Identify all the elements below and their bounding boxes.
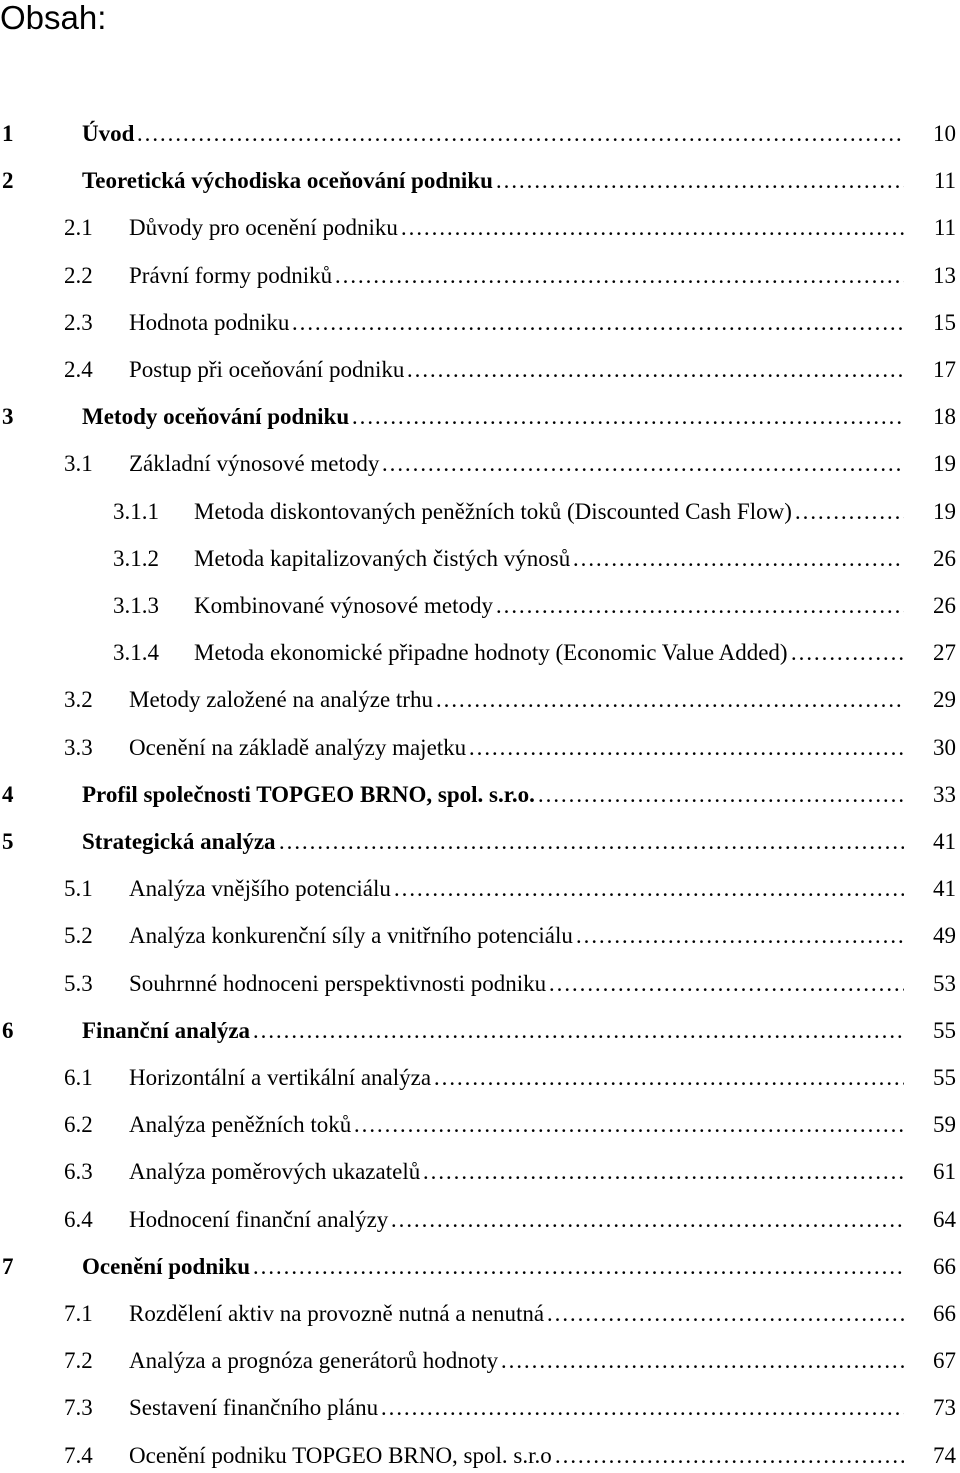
toc-entry-page-number: 26 <box>933 545 956 571</box>
toc-entry-title: Ocenění na základě analýzy majetku <box>129 734 467 760</box>
toc-dot-leader <box>495 164 904 198</box>
toc-entry-number: 5.3 <box>64 970 93 996</box>
toc-entry[interactable] <box>0 589 960 623</box>
toc-entry-title: Rozdělení aktiv na provozně nutná a nenutná <box>129 1301 545 1326</box>
toc-entry[interactable] <box>0 1061 960 1095</box>
toc-dot-leader <box>136 117 904 151</box>
toc-entry-number: 3 <box>2 404 14 430</box>
toc-entry[interactable] <box>0 495 960 529</box>
toc-entry[interactable] <box>0 636 960 670</box>
toc-entry-title: Sestavení finančního plánu <box>129 1395 379 1421</box>
toc-dot-leader <box>353 1108 904 1142</box>
toc-entry[interactable] <box>0 1203 960 1237</box>
toc-entry-number: 7.2 <box>64 1348 93 1374</box>
toc-entry[interactable] <box>0 683 960 717</box>
toc-entry-number: 3.2 <box>64 687 93 713</box>
toc-entry-page-number: 66 <box>933 1253 956 1279</box>
toc-entry-title: Metoda ekonomické připadne hodnoty (Economic Value Added) <box>194 640 788 666</box>
toc-dot-leader <box>422 1155 904 1189</box>
toc-dot-leader <box>400 211 904 245</box>
toc-entry-title: Základní výnosové metody <box>129 451 380 477</box>
toc-dot-leader <box>351 400 904 434</box>
toc-dot-leader <box>794 495 904 529</box>
toc-entry-title: Horizontální a vertikální analýza <box>129 1065 432 1090</box>
toc-entry-number: 6.1 <box>64 1065 93 1090</box>
toc-entry-title: Analýza peněžních toků <box>129 1112 352 1138</box>
toc-entry-page-number: 67 <box>933 1348 956 1374</box>
toc-entry-page-number: 53 <box>933 970 956 996</box>
toc-entry-page-number: 61 <box>933 1159 956 1185</box>
toc-entry-page-number: 10 <box>933 121 956 146</box>
toc-entry-page-number: 55 <box>933 1017 956 1043</box>
toc-entry-number: 5.1 <box>64 876 93 902</box>
toc-entry-page-number: 41 <box>933 876 956 902</box>
toc-entry[interactable] <box>0 1155 960 1189</box>
toc-entry-number: 3.1.4 <box>113 640 159 666</box>
toc-dot-leader <box>554 1439 904 1473</box>
toc-entry-number: 7.4 <box>64 1442 93 1468</box>
toc-entry-page-number: 59 <box>933 1112 956 1138</box>
toc-entry-number: 2.1 <box>64 215 93 241</box>
toc-entry[interactable] <box>0 1250 960 1284</box>
toc-entry-number: 3.1.3 <box>113 593 159 618</box>
toc-entry-number: 3.3 <box>64 734 93 760</box>
toc-entry-number: 5.2 <box>64 923 93 949</box>
toc-entry[interactable] <box>0 919 960 953</box>
toc-dot-leader <box>393 872 904 906</box>
toc-entry-title: Hodnota podniku <box>129 309 290 335</box>
toc-entry-title: Analýza poměrových ukazatelů <box>129 1159 421 1185</box>
toc-entry-title: Metoda diskontovaných peněžních toků (Discounted Cash Flow) <box>194 498 792 524</box>
toc-entry-number: 2.4 <box>64 357 93 382</box>
toc-dot-leader <box>334 259 904 293</box>
toc-entry[interactable] <box>0 967 960 1001</box>
toc-entry-number: 6.3 <box>64 1159 93 1185</box>
toc-entry-title: Úvod <box>82 121 135 146</box>
toc-dot-leader <box>500 1344 904 1378</box>
toc-entry[interactable] <box>0 259 960 293</box>
toc-entry-page-number: 74 <box>933 1442 956 1468</box>
toc-entry-page-number: 30 <box>933 734 956 760</box>
toc-entry-title: Ocenění podniku <box>82 1253 251 1279</box>
toc-entry[interactable] <box>0 1344 960 1378</box>
toc-entry-number: 7.1 <box>64 1301 93 1326</box>
toc-entry-page-number: 11 <box>933 168 956 194</box>
toc-entry-number: 6.4 <box>64 1206 93 1232</box>
toc-entry-title: Strategická analýza <box>82 829 276 854</box>
toc-dot-leader <box>546 1297 904 1331</box>
toc-entry[interactable] <box>0 1014 960 1048</box>
toc-dot-leader <box>381 447 904 481</box>
toc-entry[interactable] <box>0 164 960 198</box>
toc-entry-page-number: 19 <box>933 498 956 524</box>
toc-entry-page-number: 73 <box>933 1395 956 1421</box>
toc-entry-title: Metody založené na analýze trhu <box>129 687 433 713</box>
toc-entry-number: 2 <box>2 168 14 194</box>
toc-entry-title: Profil společnosti TOPGEO BRNO, spol. s.r.o. <box>82 781 535 807</box>
toc-dot-leader <box>468 731 904 765</box>
toc-entry-page-number: 66 <box>933 1301 956 1326</box>
toc-entry-number: 2.2 <box>64 262 93 288</box>
toc-entry[interactable] <box>0 117 960 151</box>
toc-dot-leader <box>537 778 904 812</box>
toc-entry-number: 7 <box>2 1253 14 1279</box>
toc-dot-leader <box>291 306 904 340</box>
toc-entry[interactable] <box>0 1297 960 1331</box>
toc-entry-page-number: 17 <box>933 357 956 382</box>
toc-dot-leader <box>433 1061 904 1095</box>
toc-entry-title: Analýza a prognóza generátorů hodnoty <box>129 1348 499 1374</box>
toc-entry-page-number: 55 <box>933 1065 956 1090</box>
toc-dot-leader <box>278 825 904 859</box>
toc-dot-leader <box>572 542 904 576</box>
page-title: Obsah: <box>0 0 107 36</box>
toc-dot-leader <box>252 1014 904 1048</box>
toc-entry[interactable] <box>0 872 960 906</box>
toc-entry-title: Teoretická východiska oceňování podniku <box>82 168 493 194</box>
toc-entry-page-number: 33 <box>933 781 956 807</box>
toc-entry-number: 5 <box>2 829 14 854</box>
toc-entry-page-number: 27 <box>933 640 956 666</box>
toc-dot-leader <box>406 353 904 387</box>
toc-entry-number: 3.1.2 <box>113 545 159 571</box>
toc-entry-title: Metoda kapitalizovaných čistých výnosů <box>194 545 571 571</box>
toc-entry-number: 1 <box>2 121 14 146</box>
toc-entry-title: Souhrnné hodnoceni perspektivnosti podniku <box>129 970 547 996</box>
toc-entry-page-number: 64 <box>933 1206 956 1232</box>
toc-entry[interactable] <box>0 1108 960 1142</box>
toc-dot-leader <box>548 967 904 1001</box>
toc-entry-title: Důvody pro ocenění podniku <box>129 215 398 241</box>
toc-entry-page-number: 13 <box>933 262 956 288</box>
toc-dot-leader <box>790 636 904 670</box>
toc-entry-page-number: 29 <box>933 687 956 713</box>
toc-entry-number: 6.2 <box>64 1112 93 1138</box>
toc-entry-page-number: 49 <box>933 923 956 949</box>
toc-entry[interactable] <box>0 542 960 576</box>
toc-entry[interactable] <box>0 778 960 812</box>
toc-entry-title: Kombinované výnosové metody <box>194 593 493 618</box>
toc-dot-leader <box>435 683 904 717</box>
toc-entry[interactable] <box>0 731 960 765</box>
toc-entry-page-number: 15 <box>933 309 956 335</box>
toc-entry-title: Analýza vnějšího potenciálu <box>129 876 391 902</box>
toc-entry-title: Postup při oceňování podniku <box>129 357 405 382</box>
toc-entry-title: Finanční analýza <box>82 1017 251 1043</box>
toc-entry-number: 6 <box>2 1017 14 1043</box>
toc-entry-page-number: 26 <box>933 593 956 618</box>
toc-entry[interactable] <box>0 447 960 481</box>
toc-dot-leader <box>252 1250 904 1284</box>
toc-entry-title: Ocenění podniku TOPGEO BRNO, spol. s.r.o <box>129 1442 552 1468</box>
toc-dot-leader <box>380 1391 904 1425</box>
toc-dot-leader <box>390 1203 904 1237</box>
toc-entry-page-number: 11 <box>933 215 956 241</box>
toc-entry[interactable] <box>0 400 960 434</box>
toc-entry-number: 3.1.1 <box>113 498 159 524</box>
toc-entry-title: Právní formy podniků <box>129 262 333 288</box>
toc-entry[interactable] <box>0 825 960 859</box>
toc-entry-title: Analýza konkurenční síly a vnitřního potenciálu <box>129 923 573 949</box>
toc-dot-leader <box>575 919 904 953</box>
toc-entry[interactable] <box>0 1439 960 1473</box>
toc-entry-title: Hodnocení finanční analýzy <box>129 1206 389 1232</box>
toc-entry-page-number: 18 <box>933 404 956 430</box>
toc-entry[interactable] <box>0 211 960 245</box>
toc-entry[interactable] <box>0 1391 960 1425</box>
toc-entry-number: 4 <box>2 781 14 807</box>
toc-entry-number: 3.1 <box>64 451 93 477</box>
toc-entry[interactable] <box>0 353 960 387</box>
toc-entry-page-number: 19 <box>933 451 956 477</box>
toc-dot-leader <box>495 589 904 623</box>
toc-entry-title: Metody oceňování podniku <box>82 404 350 430</box>
toc-entry-number: 7.3 <box>64 1395 93 1421</box>
toc-entry-number: 2.3 <box>64 309 93 335</box>
toc-entry[interactable] <box>0 306 960 340</box>
toc-entry-page-number: 41 <box>933 829 956 854</box>
